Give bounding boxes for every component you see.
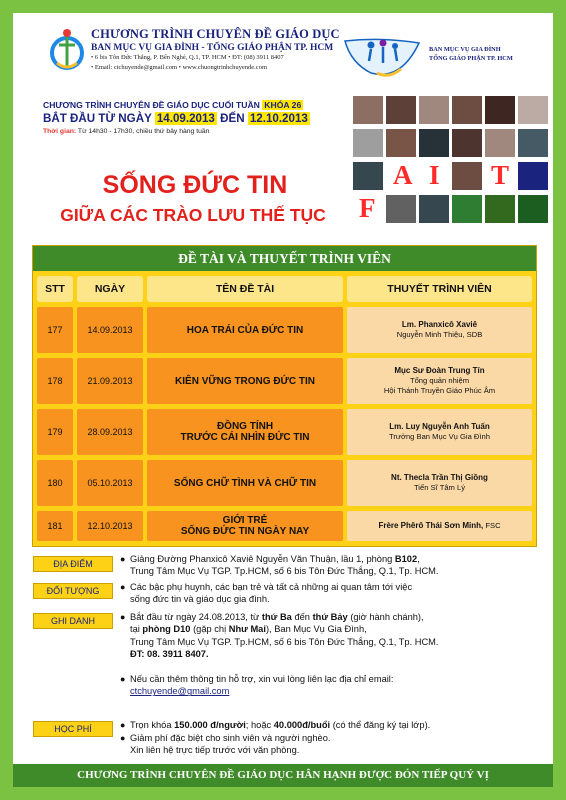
speaker-name: Nt. Thecla Trần Thị Giồng <box>391 473 488 482</box>
header-address: • 6 bis Tôn Đức Thắng, P. Bến Nghé, Q.1, TP. HCM • ĐT: (08) 3911 8407 <box>91 54 284 61</box>
row-date: 28.09.2013 <box>77 409 143 455</box>
email-link[interactable]: ctchuyende@gmail.com <box>130 686 230 697</box>
collage-photo <box>452 129 482 157</box>
location-room: B102 <box>394 554 418 564</box>
faith-letter-t: T <box>491 160 510 190</box>
bullet-icon: ● <box>120 720 126 730</box>
collage-photo <box>419 96 449 124</box>
reg-line2e: ), Ban Mục Vụ Gia Đình, <box>265 624 367 635</box>
reg-day-end: thứ Bảy <box>312 612 348 622</box>
bullet-icon: ● <box>120 674 126 684</box>
row-date: 05.10.2013 <box>77 460 143 506</box>
speaker-name: Lm. Phanxicô Xaviê <box>401 320 478 329</box>
reg-phone: ĐT: 08. 3911 8407. <box>130 649 209 660</box>
table-row <box>37 460 532 506</box>
header <box>13 13 553 101</box>
speaker-detail: FSC <box>485 521 501 530</box>
fee-session: 40.000đ/buổi <box>273 720 331 730</box>
audience-line2: sống đức tin và giáo dục gia đình. <box>130 594 270 605</box>
fee-line1a: Trọn khóa <box>130 720 172 730</box>
table-row <box>37 358 532 404</box>
row-stt: 181 <box>37 511 73 541</box>
table-header-row <box>37 276 532 302</box>
faith-letter-f: F <box>359 193 376 223</box>
program-dates <box>43 112 343 125</box>
collage-photo <box>386 195 416 223</box>
header-speaker: THUYẾT TRÌNH VIÊN <box>347 276 532 302</box>
speaker-name: Lm. Luy Nguyễn Anh Tuấn <box>389 422 490 431</box>
header-contact: • Email: ctchuyende@gmail.com • www.chuongtrinhchuyende.com <box>91 64 267 71</box>
header-subtitle: BAN MỤC VỤ GIA ĐÌNH - TỔNG GIÁO PHẬN TP. HCM <box>91 43 334 53</box>
collage-photo <box>452 96 482 124</box>
row-speaker <box>347 511 532 541</box>
reg-room: phòng D10 <box>142 624 191 635</box>
fee-tag: HỌC PHÍ <box>33 721 113 737</box>
footer-banner: CHƯƠNG TRÌNH CHUYÊN ĐỀ GIÁO DỤC HÂN HẠNH ĐƯỢC ĐÓN TIẾP QUÝ VỊ <box>13 764 553 787</box>
row-speaker <box>347 358 532 404</box>
reg-line2a: tại <box>130 624 140 635</box>
fee-line1c: ; hoặc <box>245 720 272 730</box>
bullet-icon: ● <box>120 733 126 743</box>
header-date: NGÀY <box>77 276 143 302</box>
reg-line1c: đến <box>294 612 310 622</box>
reg-line1a: Bắt đầu từ ngày 24.08.2013, từ <box>130 612 260 622</box>
row-date: 12.10.2013 <box>77 511 143 541</box>
speaker-detail: Trưởng Ban Mục Vụ Gia Đình <box>389 432 490 441</box>
fee-discount <box>130 732 550 757</box>
program-time <box>43 128 343 135</box>
row-topic <box>147 460 343 506</box>
bullet-icon: ● <box>120 554 126 564</box>
collage-photo <box>485 129 515 157</box>
table-title: ĐỀ TÀI VÀ THUYẾT TRÌNH VIÊN <box>33 246 536 271</box>
collage-photo <box>518 129 548 157</box>
time-value: Từ 14h30 - 17h30, chiều thứ bảy hàng tuần <box>77 128 210 135</box>
fee-full: 150.000 đ/người <box>174 720 246 730</box>
audience-line1: Các bậc phụ huynh, các bạn trẻ và tất cả những ai quan tâm tới việc <box>130 582 413 592</box>
fee-text <box>130 719 550 731</box>
table-row <box>37 511 532 541</box>
program-info <box>43 100 343 135</box>
program-line1 <box>43 100 343 110</box>
row-date: 21.09.2013 <box>77 358 143 404</box>
faith-photo-collage <box>353 96 549 238</box>
family-ministry-logo-icon <box>341 33 423 83</box>
row-topic-line2: TRƯỚC CÁI NHÌN ĐỨC TIN <box>180 432 310 443</box>
row-speaker <box>347 307 532 353</box>
row-stt: 179 <box>37 409 73 455</box>
header-right-line2: TỔNG GIÁO PHẬN TP. HCM <box>429 55 513 62</box>
program-name: CHƯƠNG TRÌNH CHUYÊN ĐỀ GIÁO DỤC CUỐI TUẦN <box>43 100 260 110</box>
audience-tag: ĐỐI TƯỢNG <box>33 583 113 599</box>
row-topic <box>147 307 343 353</box>
collage-photo <box>386 96 416 124</box>
row-topic-line1: KIÊN VỮNG TRONG ĐỨC TIN <box>175 375 315 387</box>
row-topic <box>147 511 343 541</box>
row-topic <box>147 409 343 455</box>
collage-photo <box>353 162 383 190</box>
collage-photo <box>419 195 449 223</box>
collage-photo <box>485 96 515 124</box>
bullet-icon: ● <box>120 582 126 592</box>
to-word: ĐẾN <box>220 112 245 125</box>
registration-tag: GHI DANH <box>33 613 113 629</box>
collage-photo <box>518 96 548 124</box>
row-topic-line1: SỐNG CHỮ TÌNH VÀ CHỮ TIN <box>173 477 317 489</box>
collage-photo <box>419 129 449 157</box>
support-line: Nếu cần thêm thông tin hỗ trợ, xin vui lòng liên lạc địa chỉ email: <box>130 674 394 684</box>
support-text <box>130 673 550 698</box>
bullet-icon: ● <box>120 612 126 622</box>
speaker-detail: Nguyễn Minh Thiệu, SDB <box>396 330 483 339</box>
table-row <box>37 409 532 455</box>
speaker-detail: Tổng quản nhiệm <box>409 376 470 385</box>
header-right-line1: BAN MỤC VỤ GIA ĐÌNH <box>429 46 501 53</box>
start-date: 14.09.2013 <box>156 112 215 125</box>
audience-text <box>130 581 550 606</box>
row-topic-line1: ĐỒNG TÍNH <box>216 421 274 432</box>
fee-line3: Xin liên hệ trực tiếp trước với văn phòng. <box>130 745 300 756</box>
collage-photo <box>518 195 548 223</box>
row-stt: 180 <box>37 460 73 506</box>
location-text: Giảng Đường Phanxicô Xaviê Nguyễn Văn Thuận, lầu 1, phòng B102, Trung Tâm Mục Vụ TGP. Tp.HCM, số 6 bis Tôn Đức Thắng, Q.1, Tp. HCM. <box>130 554 439 577</box>
header-title: CHƯƠNG TRÌNH CHUYÊN ĐỀ GIÁO DỤC <box>91 27 340 41</box>
location-line1: Giảng Đường Phanxicô Xaviê Nguyễn Văn Thuận, lầu 1, phòng <box>130 554 393 564</box>
speaker-detail: Tiến Sĩ Tâm Lý <box>413 483 466 492</box>
reg-day-start: thứ Ba <box>261 612 292 622</box>
info-section <box>33 553 543 763</box>
row-topic-line2: SỐNG ĐỨC TIN NGÀY NAY <box>180 526 310 537</box>
row-topic-line1: GIỚI TRẺ <box>222 515 268 526</box>
end-date: 12.10.2013 <box>249 112 308 125</box>
reg-line2c: (gặp chị <box>193 624 227 635</box>
row-date: 14.09.2013 <box>77 307 143 353</box>
course-number-badge: KHÓA 26 <box>264 100 302 110</box>
speaker-detail-2: Hội Thánh Truyền Giáo Phúc Âm <box>383 386 496 395</box>
header-topic: TÊN ĐỀ TÀI <box>147 276 343 302</box>
table-row <box>37 307 532 353</box>
reg-line3: Trung Tâm Mục Vụ TGP. Tp.HCM, số 6 bis Tôn Đức Thắng, Q.1, Tp. HCM. <box>130 636 439 647</box>
faith-letter-i: I <box>429 160 440 190</box>
main-title: SỐNG ĐỨC TIN <box>102 171 288 199</box>
faith-letter-a: A <box>393 160 413 190</box>
collage-photo <box>518 162 548 190</box>
collage-photo <box>386 129 416 157</box>
collage-photo <box>353 129 383 157</box>
header-stt: STT <box>37 276 73 302</box>
collage-photo <box>353 96 383 124</box>
main-subtitle: GIỮA CÁC TRÀO LƯU THẾ TỤC <box>60 205 326 225</box>
reg-line1e: (giờ hành chánh), <box>350 612 424 622</box>
start-prefix: BẮT ĐẦU TỪ NGÀY <box>43 112 152 125</box>
row-stt: 178 <box>37 358 73 404</box>
location-tag: ĐỊA ĐIỂM <box>33 556 113 572</box>
topics-table <box>32 245 537 547</box>
collage-photo <box>485 195 515 223</box>
program-logo-icon <box>49 27 85 73</box>
registration-text <box>130 611 550 661</box>
location-line2: Trung Tâm Mục Vụ TGP. Tp.HCM, số 6 bis Tôn Đức Thắng, Q.1, Tp. HCM. <box>130 566 439 577</box>
collage-photo <box>452 195 482 223</box>
speaker-name: Frère Phêrô Thái Sơn Minh, <box>378 521 484 530</box>
row-topic <box>147 358 343 404</box>
row-speaker <box>347 409 532 455</box>
fee-line2: Giảm phí đặc biệt cho sinh viên và người nghèo. <box>130 733 331 743</box>
time-label: Thời gian: <box>43 128 77 135</box>
row-speaker <box>347 460 532 506</box>
reg-contact-name: Như Mai <box>228 624 266 635</box>
header-text <box>91 27 351 73</box>
flyer <box>13 13 553 787</box>
collage-photo <box>452 162 482 190</box>
speaker-name: Mục Sư Đoàn Trung Tín <box>394 366 485 375</box>
fee-line1e: (có thể đăng ký tại lớp). <box>332 720 431 730</box>
row-topic-line1: HOA TRÁI CỦA ĐỨC TIN <box>186 324 304 336</box>
header-right-text <box>429 45 513 63</box>
row-stt: 177 <box>37 307 73 353</box>
